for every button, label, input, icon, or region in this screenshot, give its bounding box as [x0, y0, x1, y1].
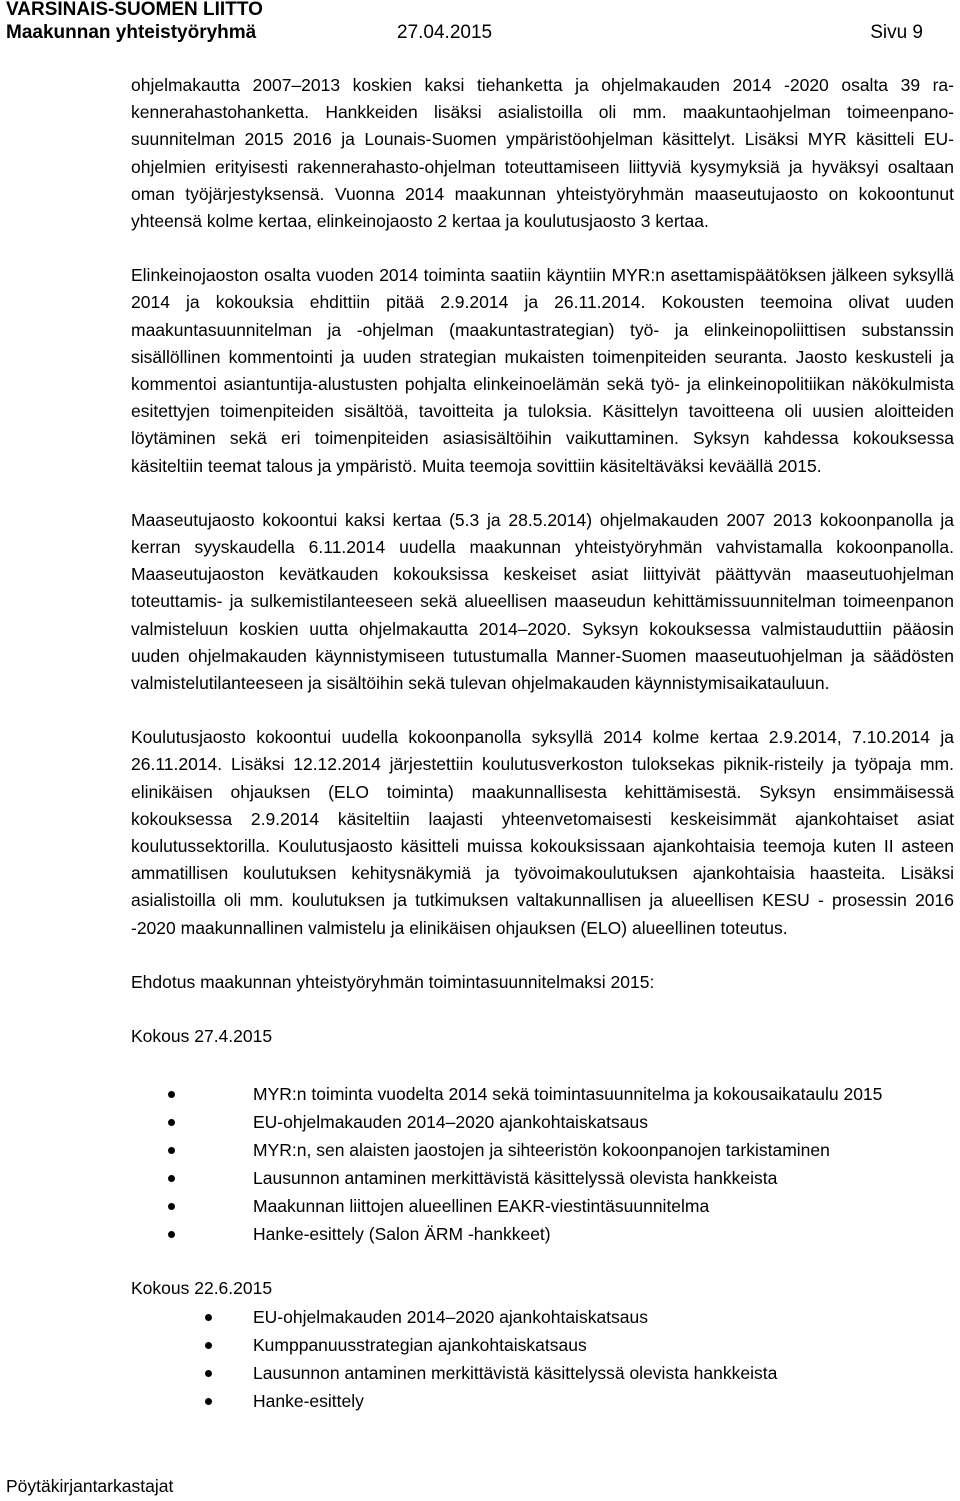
list-item: Hanke-esittely (Salon ÄRM -hankkeet) — [131, 1220, 954, 1248]
list-item: Kumppanuusstrategian ajankohtaiskatsaus — [131, 1331, 954, 1359]
list-item: Lausunnon antaminen merkittävistä käsittelyssä olevista hankkeista — [131, 1164, 954, 1192]
bullet-icon — [205, 1370, 212, 1377]
list-item: EU-ohjelmakauden 2014–2020 ajankohtaiskatsaus — [131, 1303, 954, 1331]
meeting2-title: Kokous 22.6.2015 — [131, 1278, 273, 1299]
paragraph-koulutusjaosto: Koulutusjaosto kokoontui uudella kokoonpanolla syksyllä 2014 kolme kertaa 2.9.2014, 7.10.2014 ja 26.11.2014. Lisäksi 12.12.2014 järjestettiin koulutusverkoston tuloksekas piknik-risteily ja työpaja mm. elinikäisen ohjauksen (ELO toiminta) maakunnallisesta kehittämisestä. Syksyn ensimmäisessä kokouksessa 2.9.2014 käsiteltiin laajasti yhteenvetomaisesti keskeisimmät ajankohtaiset asiat koulutussektorilla. Koulutusjaosto käsitteli muissa kokouksissaan ajankohtaisia teemoja kuten II asteen ammatillisen koulutuksen kehitysnäkymiä ja työvoimakoulutuksen ajankohtaisia haasteita. Lisäksi asialistoilla oli mm. koulutuksen ja tutkimuksen valtakunnallisen ja alueellisen KESU - prosessin 2016 -2020 maakunnallinen valmistelu ja elinikäisen ohjauksen (ELO) alueellinen toteutus. — [131, 727, 954, 938]
paragraph-maaseutujaosto: Maaseutujaosto kokoontui kaksi kertaa (5.3 ja 28.5.2014) ohjelmakauden 2007 2013 kokoonpanolla ja kerran syyskaudella 6.11.2014 uudella maakunnan yhteistyöryhmän vahvistamalla kokoonpanolla. Maaseutujaoston kevätkauden kokouksissa keskeiset asiat liittyivät päättyvän maaseutuohjelman toteuttamis- ja sulkemistilanteeseen sekä alueellisen maaseudun kehittämissuunnitelman toimeenpanon valmisteluun koskien uutta ohjelmakautta 2014–2020. Syksyn kokouksessa valmistauduttiin pääosin uuden ohjelmakauden käynnistymiseen tutustumalla Manner-Suomen maaseutuohjelman ja säädösten valmistelutilanteeseen ja sisältöihin sekä tulevan ohjelmakauden käynnistymisaikatauluun. — [131, 509, 954, 694]
bullet-icon — [205, 1314, 212, 1321]
bullet-icon — [205, 1342, 212, 1349]
list-item: Maakunnan liittojen alueellinen EAKR-viestintäsuunnitelma — [131, 1192, 954, 1220]
meeting2-agenda-list — [131, 1303, 954, 1415]
bullet-icon — [168, 1231, 175, 1238]
document-date: 27.04.2015 — [397, 22, 493, 43]
page-footer: Pöytäkirjantarkastajat — [6, 1476, 174, 1496]
proposal-title: Ehdotus maakunnan yhteistyöryhmän toimintasuunnitelmaksi 2015: — [131, 971, 655, 992]
bullet-icon — [168, 1091, 175, 1098]
group-name: Maakunnan yhteistyöryhmä — [6, 22, 257, 43]
list-item: Lausunnon antaminen merkittävistä käsittelyssä olevista hankkeista — [131, 1359, 954, 1387]
list-item: MYR:n, sen alaisten jaostojen ja sihteeristön kokoonpanojen tarkistaminen — [131, 1136, 954, 1164]
page-number: Sivu 9 — [870, 22, 923, 43]
bullet-icon — [168, 1175, 175, 1182]
list-item: MYR:n toiminta vuodelta 2014 sekä toimintasuunnitelma ja kokousaikataulu 2015 — [131, 1080, 954, 1108]
bullet-icon — [168, 1119, 175, 1126]
bullet-icon — [168, 1147, 175, 1154]
meeting1-title: Kokous 27.4.2015 — [131, 1026, 273, 1047]
bullet-icon — [205, 1398, 212, 1405]
list-item: Hanke-esittely — [131, 1387, 954, 1415]
page-header — [6, 0, 956, 46]
meeting1-agenda-list — [131, 1080, 954, 1248]
header-row — [6, 20, 956, 46]
organization-name: VARSINAIS-SUOMEN LIITTO — [6, 0, 263, 20]
document-body — [131, 72, 954, 1415]
bullet-icon — [168, 1203, 175, 1210]
list-item: EU-ohjelmakauden 2014–2020 ajankohtaiskatsaus — [131, 1108, 954, 1136]
paragraph-elinkeinojaosto: Elinkeinojaoston osalta vuoden 2014 toiminta saatiin käyntiin MYR:n asettamispäätöksen jälkeen syksyllä 2014 ja kokouksia ehdittiin pitää 2.9.2014 ja 26.11.2014. Kokousten teemoina olivat uuden maakuntasuunnitelman ja -ohjelman (maakuntastrategian) työ- ja elinkeinopoliittisen substanssin sisällöllinen kommentointi ja uuden strategian mukaisten toimenpiteiden seuranta. Jaosto keskusteli ja kommentoi asiantuntija-alustusten pohjalta elinkeinoelämän sekä työ- ja elinkeinopolitiikan näkökulmista esitettyjen toimenpiteiden sisältöä, tavoitteita ja tuloksia. Käsittelyn tavoitteena oli uusien aloitteiden löytäminen sekä eri toimenpiteiden asiasisältöihin vaikuttaminen. Syksyn kahdessa kokouksessa käsiteltiin teemat talous ja ympäristö. Muita teemoja sovittiin käsiteltäväksi keväällä 2015. — [131, 265, 954, 476]
paragraph-intro: ohjelmakautta 2007–2013 koskien kaksi tiehanketta ja ohjelmakauden 2014 -2020 osalta 39 rakennerahastohanketta. Hankkeiden lisäksi asialistoilla oli mm. maakuntaohjelman toimeenpanosuunnitelman 2015 2016 ja Lounais-Suomen ympäristöohjelman käsittelyt. Lisäksi MYR käsitteli EU-ohjelmien erityisesti rakennerahasto-ohjelman toteuttamiseen liittyviä kysymyksiä ja hyväksyi osaltaan oman työjärjestyksensä. Vuonna 2014 maakunnan yhteistyöryhmän maaseutujaosto on kokoontunut yhteensä kolme kertaa, elinkeinojaosto 2 kertaa ja koulutusjaosto 3 kertaa. — [131, 75, 954, 232]
